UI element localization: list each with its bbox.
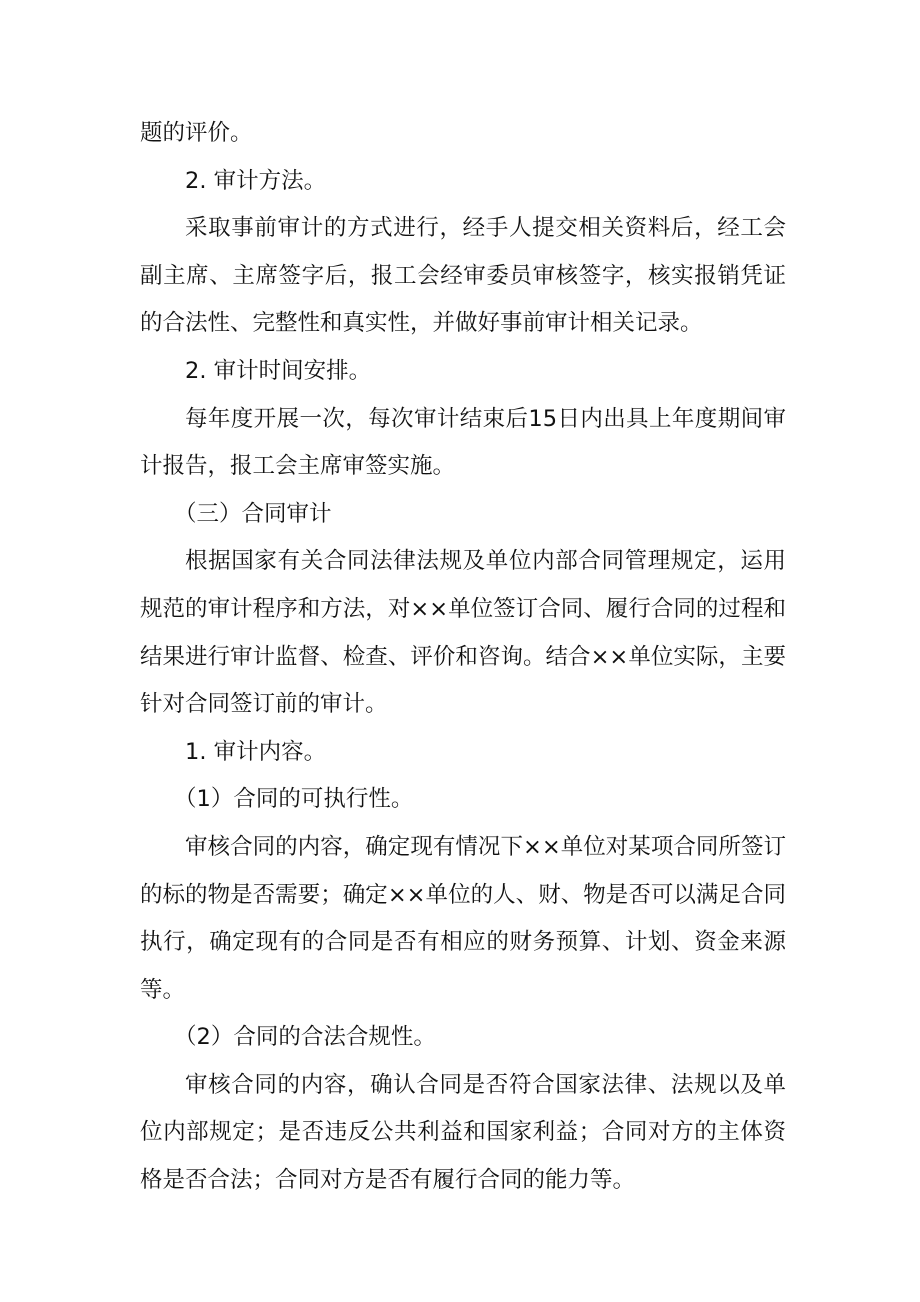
document-body bbox=[140, 110, 786, 1205]
paragraph-continuation: 题的评价。 bbox=[140, 120, 253, 146]
heading-audit-method: 2. 审计方法。 bbox=[185, 167, 327, 194]
heading-contract-audit: （三）合同审计 bbox=[174, 500, 332, 527]
paragraph-audit-method: 采取事前审计的方式进行，经手人提交相关资料后，经工会副主席、主席签字后，报工会经审委员审核签字，核实报销凭证的合法性、完整性和真实性，并做好事前审计相关记录。 bbox=[140, 215, 786, 337]
heading-audit-content: 1. 审计内容。 bbox=[185, 738, 327, 765]
heading-audit-schedule: 2. 审计时间安排。 bbox=[185, 357, 372, 384]
heading-contract-legality: （2）合同的合法合规性。 bbox=[174, 1024, 436, 1051]
paragraph-audit-schedule: 每年度开展一次，每次审计结束后15日内出具上年度期间审计报告，报工会主席审签实施。 bbox=[140, 405, 786, 480]
heading-contract-enforceability: （1）合同的可执行性。 bbox=[174, 786, 414, 813]
paragraph-contract-legality: 审核合同的内容，确认合同是否符合国家法律、法规以及单位内部规定；是否违反公共利益和国家利益；合同对方的主体资格是否合法；合同对方是否有履行合同的能力等。 bbox=[140, 1071, 786, 1194]
paragraph-contract-audit: 根据国家有关合同法律法规及单位内部合同管理规定，运用规范的审计程序和方法，对××单位签订合同、履行合同的过程和结果进行审计监督、检查、评价和咨询。结合××单位实际，主要针对合同签订前的审计。 bbox=[140, 548, 786, 718]
paragraph-contract-enforceability: 审核合同的内容，确定现有情况下××单位对某项合同所签订的标的物是否需要；确定××单位的人、财、物是否可以满足合同执行，确定现有的合同是否有相应的财务预算、计划、资金来源等。 bbox=[140, 833, 786, 1003]
